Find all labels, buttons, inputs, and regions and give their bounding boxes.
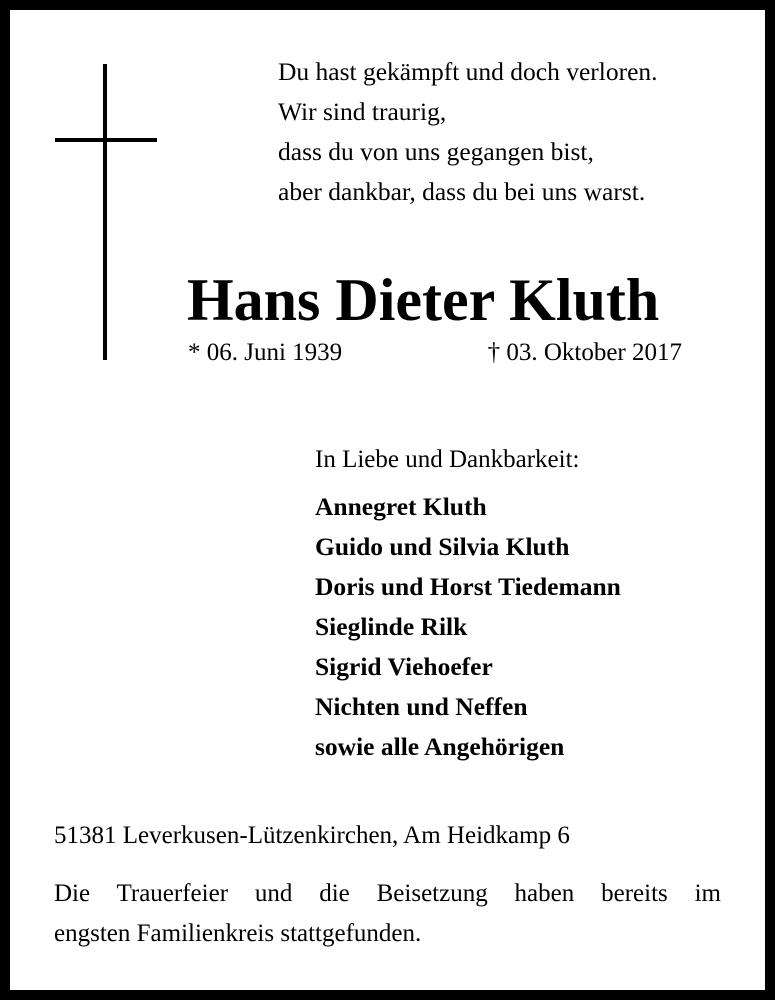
mourner-name: Doris und Horst Tiedemann (315, 572, 621, 601)
mourner-name: Nichten und Neffen (315, 692, 528, 721)
cross-horizontal-bar (55, 138, 157, 142)
mourners-list (315, 487, 621, 767)
family-address: 51381 Leverkusen-Lützenkirchen, Am Heidkamp 6 (54, 822, 570, 849)
mourners-intro: In Liebe und Dankbarkeit: (315, 446, 580, 473)
poem-line: aber dankbar, dass du bei uns warst. (278, 177, 646, 206)
notice-line: engsten Familienkreis stattgefunden. (54, 920, 422, 947)
mourner-name: Sieglinde Rilk (315, 612, 468, 641)
cross-vertical-bar (103, 64, 107, 360)
deceased-name: Hans Dieter Kluth (187, 267, 660, 333)
mourner-name: Sigrid Viehoefer (315, 652, 493, 681)
poem-line: dass du von uns gegangen bist, (278, 137, 594, 166)
mourner-name: Guido und Silvia Kluth (315, 532, 570, 561)
mourner-name: sowie alle Angehörigen (315, 732, 565, 761)
memorial-poem (278, 52, 658, 212)
notice-line: Die Trauerfeier und die Beisetzung haben bereits im (54, 880, 721, 907)
cross-icon (55, 64, 157, 360)
poem-line: Wir sind traurig, (278, 97, 447, 126)
birth-date: * 06. Juni 1939 (188, 339, 343, 366)
death-date: † 03. Oktober 2017 (487, 339, 682, 366)
funeral-notice (54, 874, 721, 954)
poem-line: Du hast gekämpft und doch verloren. (278, 57, 658, 86)
mourner-name: Annegret Kluth (315, 492, 487, 521)
